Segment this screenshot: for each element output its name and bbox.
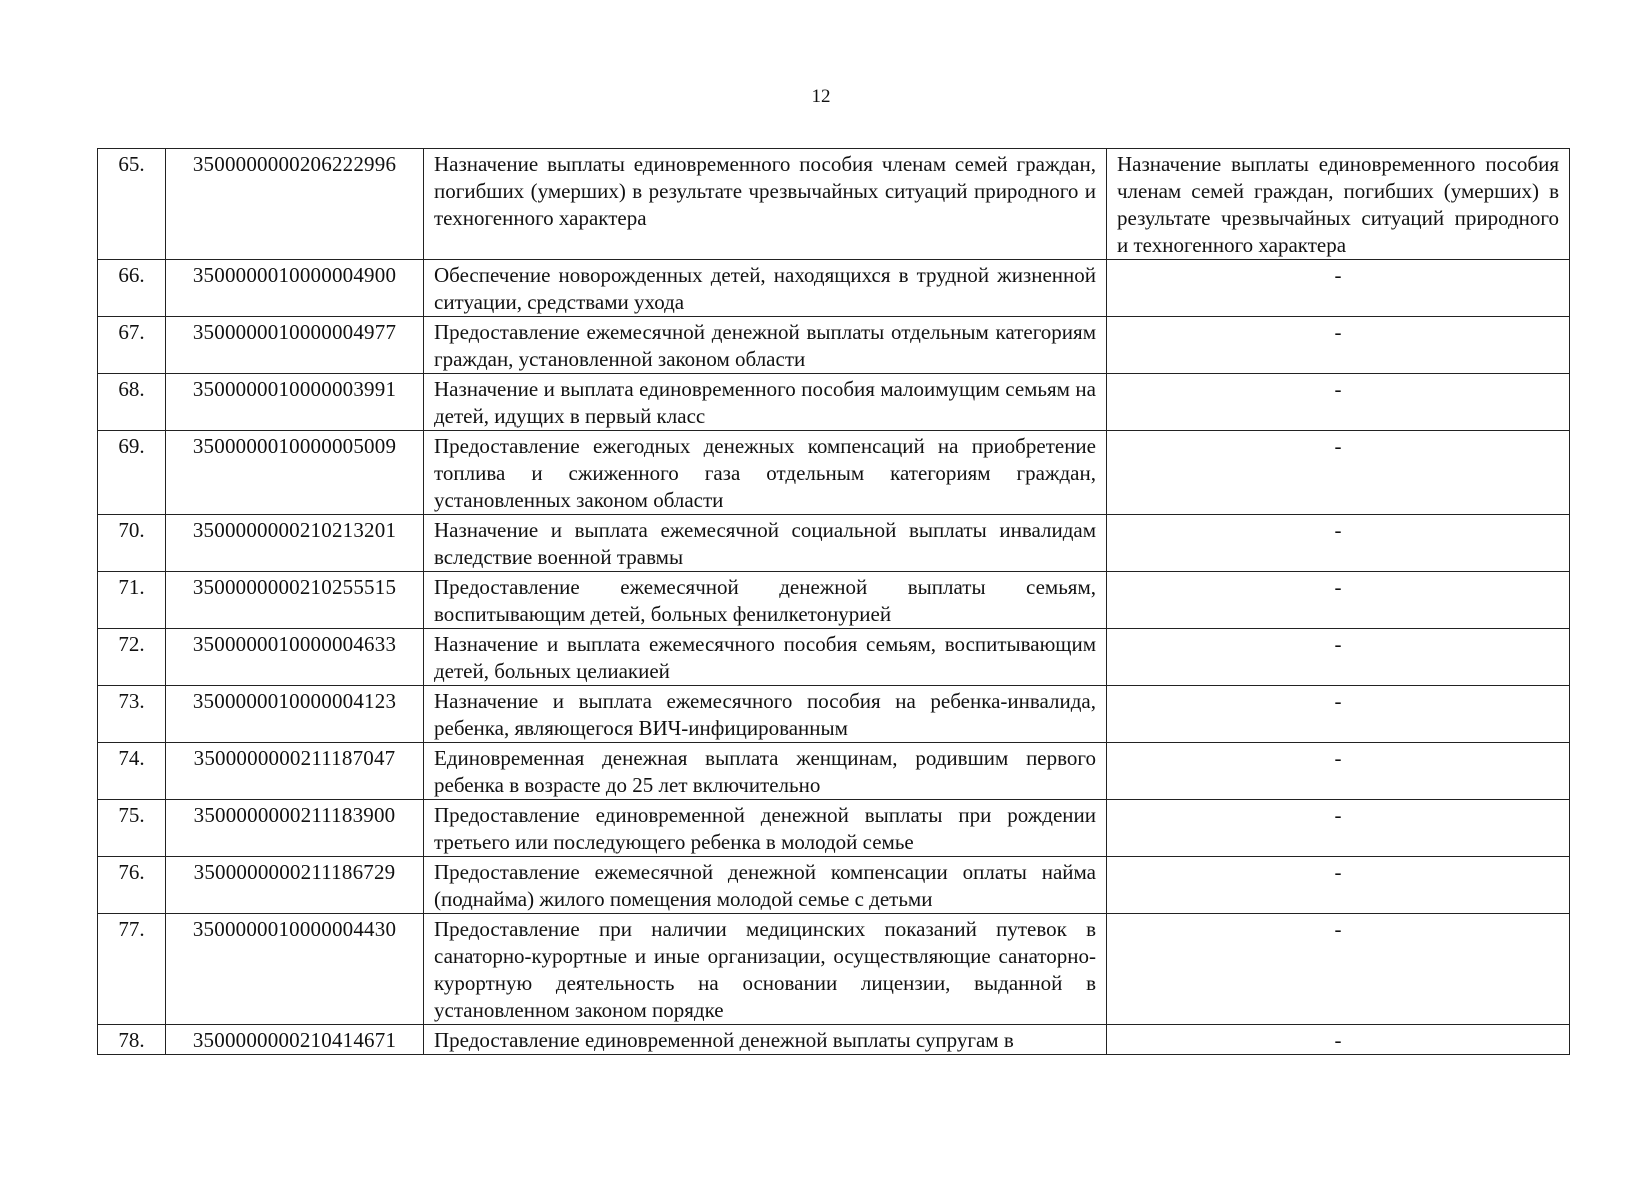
row-number: 76. [98, 857, 166, 914]
row-number: 75. [98, 800, 166, 857]
subservice-name: - [1107, 572, 1570, 629]
service-code: 3500000000210255515 [166, 572, 424, 629]
subservice-name: Назначение выплаты единовременного пособия членам семей граждан, погибших (умерших) в результате чрезвычайных ситуаций природного и техногенного характера [1107, 149, 1570, 260]
table-row [98, 686, 1570, 743]
service-code: 3500000010000004633 [166, 629, 424, 686]
service-name: Назначение и выплата ежемесячной социальной выплаты инвалидам вследствие военной травмы [424, 515, 1107, 572]
service-name: Назначение выплаты единовременного пособия членам семей граждан, погибших (умерших) в результате чрезвычайных ситуаций природного и техногенного характера [424, 149, 1107, 260]
table-row [98, 572, 1570, 629]
row-number: 78. [98, 1025, 166, 1055]
subservice-name: - [1107, 629, 1570, 686]
subservice-name: - [1107, 431, 1570, 515]
services-table-body [98, 149, 1570, 1055]
service-code: 3500000010000003991 [166, 374, 424, 431]
table-row [98, 800, 1570, 857]
service-name: Обеспечение новорожденных детей, находящихся в трудной жизненной ситуации, средствами ухода [424, 260, 1107, 317]
table-row [98, 857, 1570, 914]
table-row [98, 629, 1570, 686]
table-row [98, 260, 1570, 317]
row-number: 77. [98, 914, 166, 1025]
subservice-name: - [1107, 515, 1570, 572]
service-name: Предоставление при наличии медицинских показаний путевок в санаторно-курортные и иные организации, осуществляющие санаторно-курортную деятельность на основании лицензии, выданной в установленном законом порядке [424, 914, 1107, 1025]
row-number: 65. [98, 149, 166, 260]
service-code: 3500000000211186729 [166, 857, 424, 914]
row-number: 67. [98, 317, 166, 374]
subservice-name: - [1107, 800, 1570, 857]
row-number: 72. [98, 629, 166, 686]
service-code: 3500000000210414671 [166, 1025, 424, 1055]
service-name: Предоставление ежемесячной денежной выплаты семьям, воспитывающим детей, больных фенилкетонурией [424, 572, 1107, 629]
service-name: Предоставление ежемесячной денежной компенсации оплаты найма (поднайма) жилого помещения молодой семье с детьми [424, 857, 1107, 914]
subservice-name: - [1107, 1025, 1570, 1055]
service-name: Назначение и выплата ежемесячного пособия семьям, воспитывающим детей, больных целиакией [424, 629, 1107, 686]
subservice-name: - [1107, 260, 1570, 317]
row-number: 74. [98, 743, 166, 800]
table-row [98, 374, 1570, 431]
table-row [98, 1025, 1570, 1055]
subservice-name: - [1107, 743, 1570, 800]
table-row [98, 317, 1570, 374]
page-number: 12 [811, 86, 831, 107]
service-code: 3500000000211183900 [166, 800, 424, 857]
service-code: 3500000000210213201 [166, 515, 424, 572]
table-row [98, 431, 1570, 515]
services-table [97, 148, 1570, 1055]
service-code: 3500000010000004123 [166, 686, 424, 743]
service-code: 3500000010000005009 [166, 431, 424, 515]
service-code: 3500000000206222996 [166, 149, 424, 260]
service-name: Назначение и выплата единовременного пособия малоимущим семьям на детей, идущих в первый класс [424, 374, 1107, 431]
table-row [98, 149, 1570, 260]
subservice-name: - [1107, 317, 1570, 374]
subservice-name: - [1107, 857, 1570, 914]
row-number: 66. [98, 260, 166, 317]
row-number: 71. [98, 572, 166, 629]
service-name: Предоставление ежемесячной денежной выплаты отдельным категориям граждан, установленной законом области [424, 317, 1107, 374]
service-code: 3500000010000004900 [166, 260, 424, 317]
table-row [98, 515, 1570, 572]
subservice-name: - [1107, 914, 1570, 1025]
service-name: Единовременная денежная выплата женщинам, родившим первого ребенка в возрасте до 25 лет включительно [424, 743, 1107, 800]
service-name: Предоставление единовременной денежной выплаты при рождении третьего или последующего ребенка в молодой семье [424, 800, 1107, 857]
row-number: 70. [98, 515, 166, 572]
service-code: 3500000010000004430 [166, 914, 424, 1025]
service-code: 3500000010000004977 [166, 317, 424, 374]
row-number: 69. [98, 431, 166, 515]
service-name: Предоставление ежегодных денежных компенсаций на приобретение топлива и сжиженного газа отдельным категориям граждан, установленных законом области [424, 431, 1107, 515]
service-name: Предоставление единовременной денежной выплаты супругам в [424, 1025, 1107, 1055]
row-number: 68. [98, 374, 166, 431]
service-code: 3500000000211187047 [166, 743, 424, 800]
row-number: 73. [98, 686, 166, 743]
service-name: Назначение и выплата ежемесячного пособия на ребенка-инвалида, ребенка, являющегося ВИЧ-инфицированным [424, 686, 1107, 743]
table-row [98, 743, 1570, 800]
subservice-name: - [1107, 686, 1570, 743]
table-row [98, 914, 1570, 1025]
subservice-name: - [1107, 374, 1570, 431]
